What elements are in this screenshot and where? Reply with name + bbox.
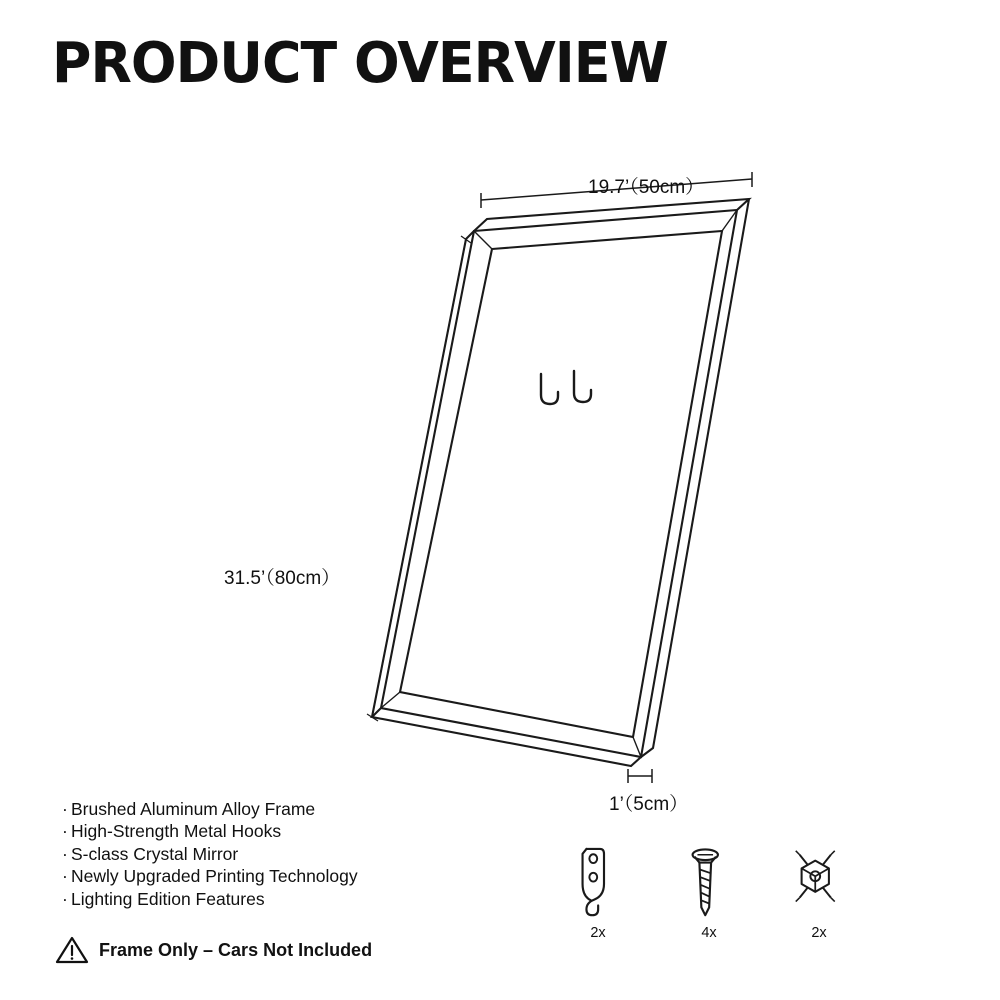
bullet-icon: ·: [62, 843, 68, 864]
mirror-frame-bevel: [381, 210, 737, 757]
feature-item: [62, 865, 358, 887]
mounting-hooks-illustration: [541, 371, 591, 404]
feature-item-label: S-class Crystal Mirror: [71, 843, 239, 864]
bullet-icon: ·: [62, 866, 68, 887]
dimension-label-height: 31.5’（80cm）: [224, 568, 341, 589]
part-screw: [676, 845, 742, 941]
dimension-label-width: 19.7’（50cm）: [588, 177, 705, 198]
page-title: PRODUCT OVERVIEW: [52, 31, 668, 96]
dimension-line-depth: [628, 769, 652, 783]
part-quantity: 4x: [701, 925, 717, 941]
bullet-icon: ·: [62, 821, 68, 842]
feature-list: [62, 798, 358, 910]
wall-anchor-icon: [786, 845, 845, 923]
mirror-frame-outline: [381, 210, 737, 757]
feature-item-label: High-Strength Metal Hooks: [71, 821, 282, 842]
warning-triangle-icon: [55, 935, 89, 965]
part-quantity: 2x: [590, 925, 606, 941]
feature-item: [62, 843, 358, 865]
feature-item-label: Newly Upgraded Printing Technology: [71, 866, 358, 887]
feature-item-label: Lighting Edition Features: [71, 888, 265, 909]
dimension-line-height: [372, 239, 466, 717]
feature-item: [62, 888, 358, 910]
part-quantity: 2x: [811, 925, 827, 941]
bullet-icon: ·: [62, 888, 68, 909]
dimension-label-depth: 1’（5cm）: [609, 794, 689, 815]
feature-item: [62, 820, 358, 842]
part-wall-hook: [565, 845, 631, 941]
screw-icon: [676, 845, 735, 923]
warning-text: Frame Only – Cars Not Included: [99, 939, 373, 960]
warning-note: [55, 935, 372, 965]
feature-item: [62, 798, 358, 820]
bullet-icon: ·: [62, 799, 68, 819]
part-wall-anchor: [786, 845, 852, 941]
mirror-frame-depth: [372, 199, 749, 766]
wall-hook-icon: [565, 845, 624, 923]
feature-item-label: Brushed Aluminum Alloy Frame: [71, 799, 316, 819]
